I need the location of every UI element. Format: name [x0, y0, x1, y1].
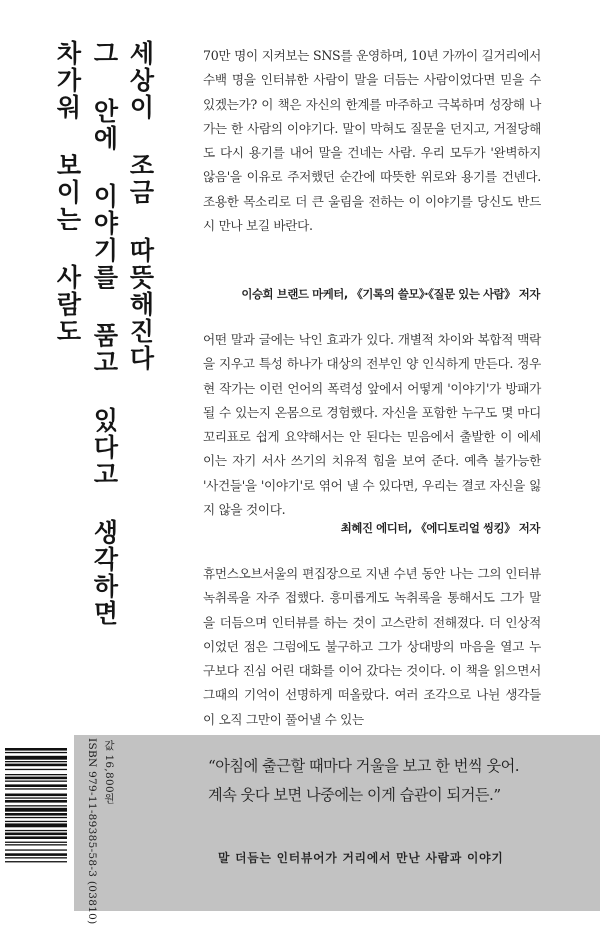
title-line-1: 세상이 조금 따뜻해진다 [126, 40, 155, 372]
quote-line-1: “아침에 출근할 때마다 거울을 보고 한 번씩 웃어. [208, 757, 520, 775]
endorsement-3-text: 휴먼스오브서울의 편집장으로 지낸 수년 동안 나는 그의 인터뷰 녹취록을 자주 접했다. 흥미롭게도 녹취록을 통해서도 그가 말을 더듬으며 인터뷰를 하는 것이 고스란히 전해졌다. 더 인상적이었던 점은 그럼에도 불구하고 그가 상대방의 마음을 열고 누구보다 진심 어린 대화를 이어 갔다는 것이다. 이 책을 읽으면서 그때의 기억이 선명하게 떠올랐다. 여러 조각으로 나뉜 생각들이 오직 그만이 풀어낼 수 있는 [203, 566, 541, 727]
title-line-2: 그 안에 이야기를 품고 있다고 생각하면 [90, 40, 119, 627]
price: 값 16,800원 [103, 740, 115, 804]
endorsement-1-text: 70만 명이 지켜보는 SNS를 운영하며, 10년 가까이 길거리에서 수백 명을 인터뷰한 사람이 말을 더듬는 사람이었다면 믿을 수 있겠는가? 이 책은 자신의 한계를 마주하고 극복하며 성장해 나가는 한 사람의 이야기다. 말이 막혀도 질문을 던지고, 거절당해도 다시 용기를 내어 말을 건네는 사람. 우리 모두가 '완벽하지 않음'을 이유로 주저했던 순간에 따뜻한 위로와 용기를 건넨다. 조용한 목소리로 더 큰 울림을 전하는 이 이야기를 당신도 반드시 만나 보길 바란다. [203, 48, 541, 234]
quote-line-2: 계속 웃다 보면 나중에는 이게 습관이 되거든.” [208, 786, 501, 804]
isbn: ISBN 979-11-89385-58-3 (03810) [86, 738, 98, 925]
tagline: 말 더듬는 인터뷰어가 거리에서 만난 사람과 이야기 [218, 851, 504, 865]
endorsement-2-text: 어떤 말과 글에는 낙인 효과가 있다. 개별적 차이와 복합적 맥락을 지우고 특성 하나가 대상의 전부인 양 인식하게 만든다. 정우현 작가는 이런 언어의 폭력성 앞에서 어떻게 '이야기'가 방패가 될 수 있는지 온몸으로 경험했다. 자신을 포함한 누구도 몇 마디 꼬리표로 쉽게 요약해서는 안 된다는 믿음에서 출발한 이 에세이는 자기 서사 쓰기의 치유적 힘을 보여 준다. 예측 불가능한 '사건들'을 '이야기'로 엮어 낼 수 있다면, 우리는 결코 자신을 잃지 않을 것이다. [203, 332, 541, 518]
endorsement-2-attribution: 최혜진 에디터, 《에디토리얼 씽킹》 저자 [340, 521, 540, 535]
endorsement-1-attribution: 이승희 브랜드 마케터, 《기록의 쓸모》·《질문 있는 사람》 저자 [241, 287, 540, 301]
title-line-3: 차가워 보이는 사람도 [53, 40, 82, 345]
barcode-icon [5, 746, 67, 906]
back-cover-quote [208, 752, 588, 810]
